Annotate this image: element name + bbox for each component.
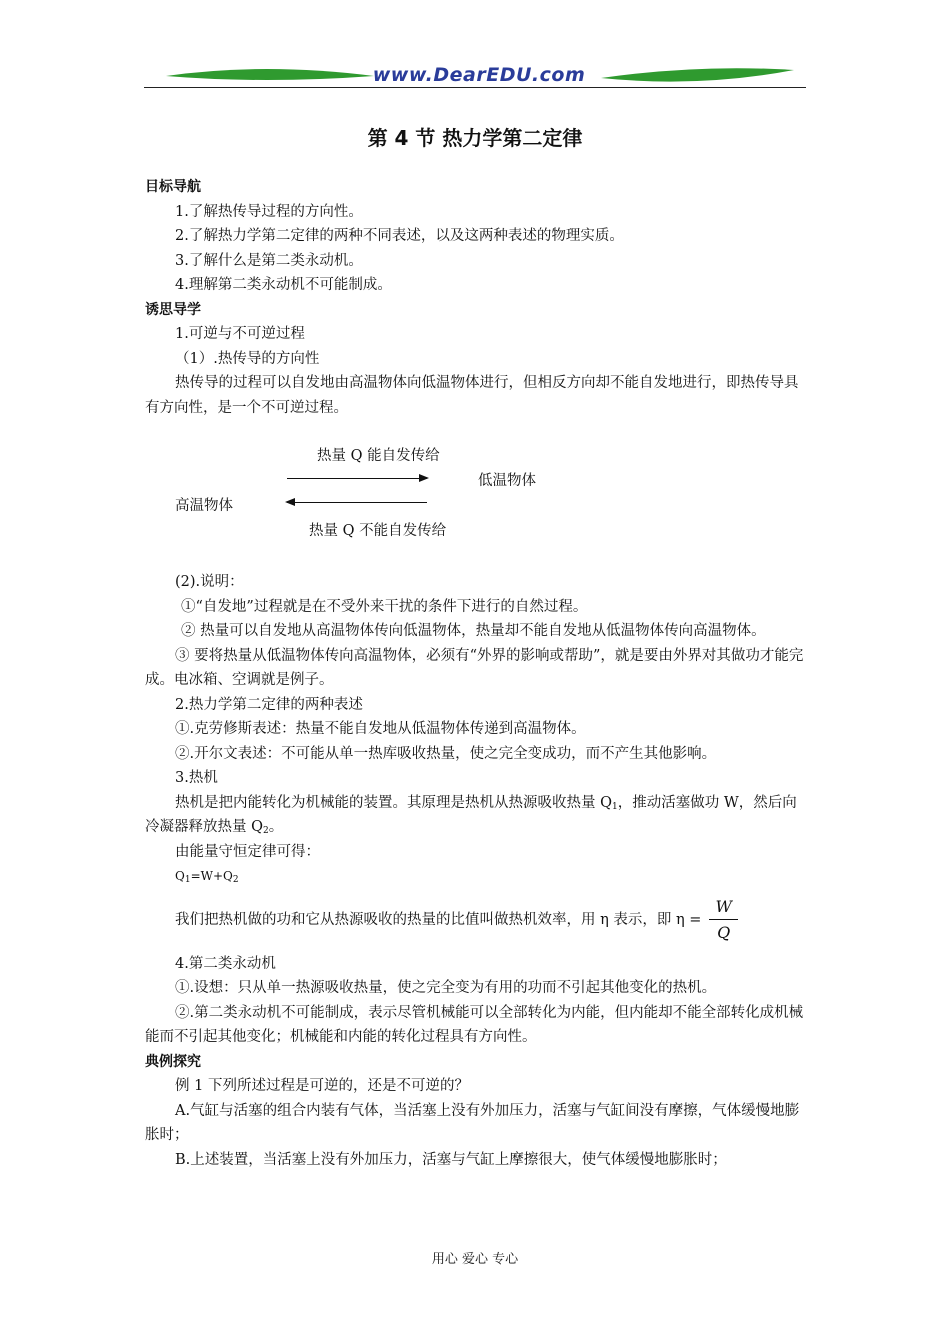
- paragraph: 热传导的过程可以自发地由高温物体向低温物体进行，但相反方向却不能自发地进行，即热传导具有方向性，是一个不可逆过程。: [145, 375, 799, 416]
- paragraph: 3.热机: [175, 770, 218, 786]
- text-run: =W+Q: [190, 869, 233, 883]
- equation: [145, 864, 807, 889]
- paragraph: 1.可逆与不可逆过程: [175, 326, 305, 342]
- goal-item: 1.了解热传导过程的方向性。: [175, 203, 363, 220]
- paragraph: 例 1 下列所述过程是可逆的，还是不可逆的？: [175, 1078, 469, 1094]
- document-body: [145, 175, 807, 1172]
- header-rule: [144, 87, 806, 88]
- arrowhead-right-icon: [419, 474, 429, 482]
- right-arrow: [287, 478, 427, 479]
- text-run: Q: [175, 869, 185, 883]
- left-arrow: [287, 502, 427, 503]
- diagram-bottom-label: 热量 Q 不能自发传给: [309, 523, 447, 539]
- diagram-right-label: 低温物体: [478, 473, 536, 489]
- paragraph: 由能量守恒定律可得：: [175, 843, 320, 860]
- paragraph: (2).说明：: [175, 574, 244, 590]
- text-run: 热机是把内能转化为机械能的装置。其原理是热机从热源吸收热量 Q: [175, 794, 612, 811]
- section-heading-examples: 典例探究: [145, 1053, 201, 1070]
- section-heading-guide: 诱思导学: [145, 301, 201, 318]
- efficiency-formula: [175, 895, 807, 946]
- page-title: 第 4 节 热力学第二定律: [367, 126, 583, 150]
- paragraph: ②.第二类永动机不可能制成，表示尽管机械能可以全部转化为内能，但内能却不能全部转化成机械能而不引起其他变化；机械能和内能的转化过程具有方向性。: [145, 1004, 804, 1045]
- fraction: [709, 895, 737, 946]
- paragraph: B.上述装置，当活塞上没有外加压力，活塞与气缸上摩擦很大，使气体缓慢地膨胀时；: [175, 1151, 727, 1168]
- text-run: ，推动活塞做功 W，然后向冷凝器释放热量 Q: [145, 794, 797, 835]
- page-header: [144, 62, 806, 90]
- paragraph: ①“自发地”过程就是在不受外来干扰的条件下进行的自然过程。: [181, 598, 588, 615]
- text-run: 。: [268, 819, 284, 835]
- goal-item: 3.了解什么是第二类永动机。: [175, 252, 363, 269]
- site-logo: www.DearEDU.com: [372, 64, 586, 86]
- paragraph: 2.热力学第二定律的两种表述: [175, 696, 363, 713]
- section-heading-goals: 目标导航: [145, 179, 201, 195]
- paragraph: A.气缸与活塞的组合内装有气体，当活塞上没有外加压力，活塞与气缸间没有摩擦，气体缓慢地膨胀时；: [145, 1102, 800, 1143]
- subscript: 1: [612, 801, 618, 812]
- left-swoosh-graphic: [164, 62, 379, 88]
- subscript: 2: [232, 875, 239, 885]
- goal-item: 4.理解第二类永动机不可能制成。: [175, 277, 392, 293]
- paragraph: ③ 要将热量从低温物体传向高温物体，必须有“外界的影响或帮助”，就是要由外界对其做功才能完成。电冰箱、空调就是例子。: [145, 647, 804, 688]
- efficiency-text: 我们把热机做的功和它从热源吸收的热量的比值叫做热机效率，用 η 表示，即 η =: [175, 911, 702, 928]
- goal-item: 2.了解热力学第二定律的两种不同表述，以及这两种表述的物理实质。: [175, 228, 624, 244]
- paragraph: （1）.热传导的方向性: [175, 350, 320, 367]
- paragraph: ②.开尔文表述：不可能从单一热库吸收热量，使之完全变成功，而不产生其他影响。: [175, 745, 717, 762]
- paragraph: [145, 791, 807, 840]
- fraction-denominator: Q: [717, 922, 731, 942]
- subscript: 2: [263, 826, 269, 836]
- fraction-numerator: W: [709, 895, 737, 920]
- diagram-left-label: 高温物体: [175, 498, 233, 514]
- paragraph: ①.克劳修斯表述：热量不能自发地从低温物体传递到高温物体。: [175, 721, 586, 737]
- heat-flow-diagram: [145, 420, 807, 570]
- arrowhead-left-icon: [285, 498, 295, 506]
- diagram-top-label: 热量 Q 能自发传给: [317, 448, 440, 464]
- paragraph: ② 热量可以自发地从高温物体传向低温物体，热量却不能自发地从低温物体传向高温物体。: [181, 623, 766, 639]
- subscript: 1: [184, 875, 191, 885]
- right-swoosh-graphic: [599, 62, 799, 88]
- paragraph: 4.第二类永动机: [175, 955, 276, 972]
- page-footer: 用心 爱心 专心: [431, 1252, 519, 1267]
- paragraph: ①.设想：只从单一热源吸收热量，使之完全变为有用的功而不引起其他变化的热机。: [175, 980, 717, 996]
